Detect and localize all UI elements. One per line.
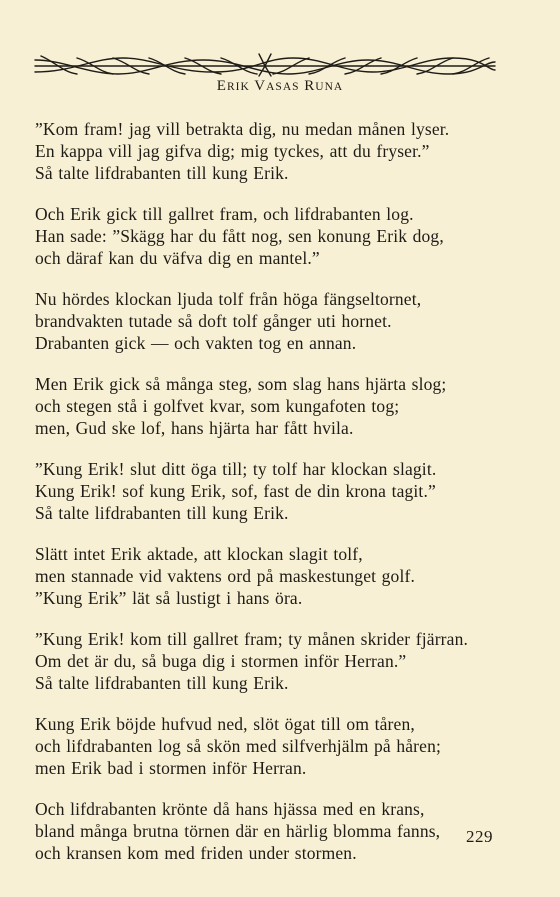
verse-line: Han sade: ”Skägg har du fått nog, sen konung Erik dog, [35, 226, 444, 246]
stanza [35, 458, 510, 524]
verse-line: och stegen stå i golfvet kvar, som kungafoten tog; [35, 396, 400, 416]
verse-line: brandvakten tutade så doft tolf gånger uti hornet. [35, 311, 392, 331]
verse-line: och kransen kom med friden under stormen. [35, 843, 357, 863]
verse-line: men, Gud ske lof, hans hjärta har fått hvila. [35, 418, 354, 438]
verse-line: ”Kom fram! jag vill betrakta dig, nu medan månen lyser. [35, 119, 450, 139]
verse-line: Och lifdrabanten krönte då hans hjässa med en krans, [35, 799, 425, 819]
verse-line: Drabanten gick — och vakten tog en annan. [35, 333, 357, 353]
stanza [35, 373, 510, 439]
stanza [35, 713, 510, 779]
verse-line: bland många brutna törnen där en härlig blomma fanns, [35, 821, 441, 841]
verse-line: Om det är du, så buga dig i stormen inför Herran.” [35, 651, 407, 671]
stanza [35, 203, 510, 269]
verse-line: Kung Erik! sof kung Erik, sof, fast de din krona tagit.” [35, 481, 436, 501]
verse-line: ”Kung Erik! slut ditt öga till; ty tolf har klockan slagit. [35, 459, 437, 479]
decorative-ornament-band [33, 50, 497, 78]
verse-line: ”Kung Erik” lät så lustigt i hans öra. [35, 588, 303, 608]
verse-line: Kung Erik böjde hufvud ned, slöt ögat till om tåren, [35, 714, 415, 734]
verse-line: Så talte lifdrabanten till kung Erik. [35, 503, 289, 523]
verse-line: ”Kung Erik! kom till gallret fram; ty månen skrider fjärran. [35, 629, 469, 649]
stanza [35, 288, 510, 354]
verse-line: men stannade vid vaktens ord på maskestunget golf. [35, 566, 415, 586]
verse-line: Men Erik gick så många steg, som slag hans hjärta slog; [35, 374, 447, 394]
verse-line: Nu hördes klockan ljuda tolf från höga fängseltornet, [35, 289, 422, 309]
verse-line: Slätt intet Erik aktade, att klockan slagit tolf, [35, 544, 363, 564]
stanza [35, 543, 510, 609]
verse-line: Så talte lifdrabanten till kung Erik. [35, 673, 289, 693]
verse-line: och lifdrabanten log så skön med silfverhjälm på håren; [35, 736, 441, 756]
stanza [35, 798, 510, 864]
verse-line: men Erik bad i stormen inför Herran. [35, 758, 307, 778]
running-header: ERIK VASAS RUNA [216, 78, 344, 94]
poem-text [35, 118, 510, 883]
verse-line: En kappa vill jag gifva dig; mig tyckes, att du fryser.” [35, 141, 430, 161]
page-number: 229 [466, 827, 493, 846]
verse-line: Så talte lifdrabanten till kung Erik. [35, 163, 289, 183]
verse-line: Och Erik gick till gallret fram, och lifdrabanten log. [35, 204, 414, 224]
stanza [35, 118, 510, 184]
verse-line: och däraf kan du väfva dig en mantel.” [35, 248, 320, 268]
stanza [35, 628, 510, 694]
